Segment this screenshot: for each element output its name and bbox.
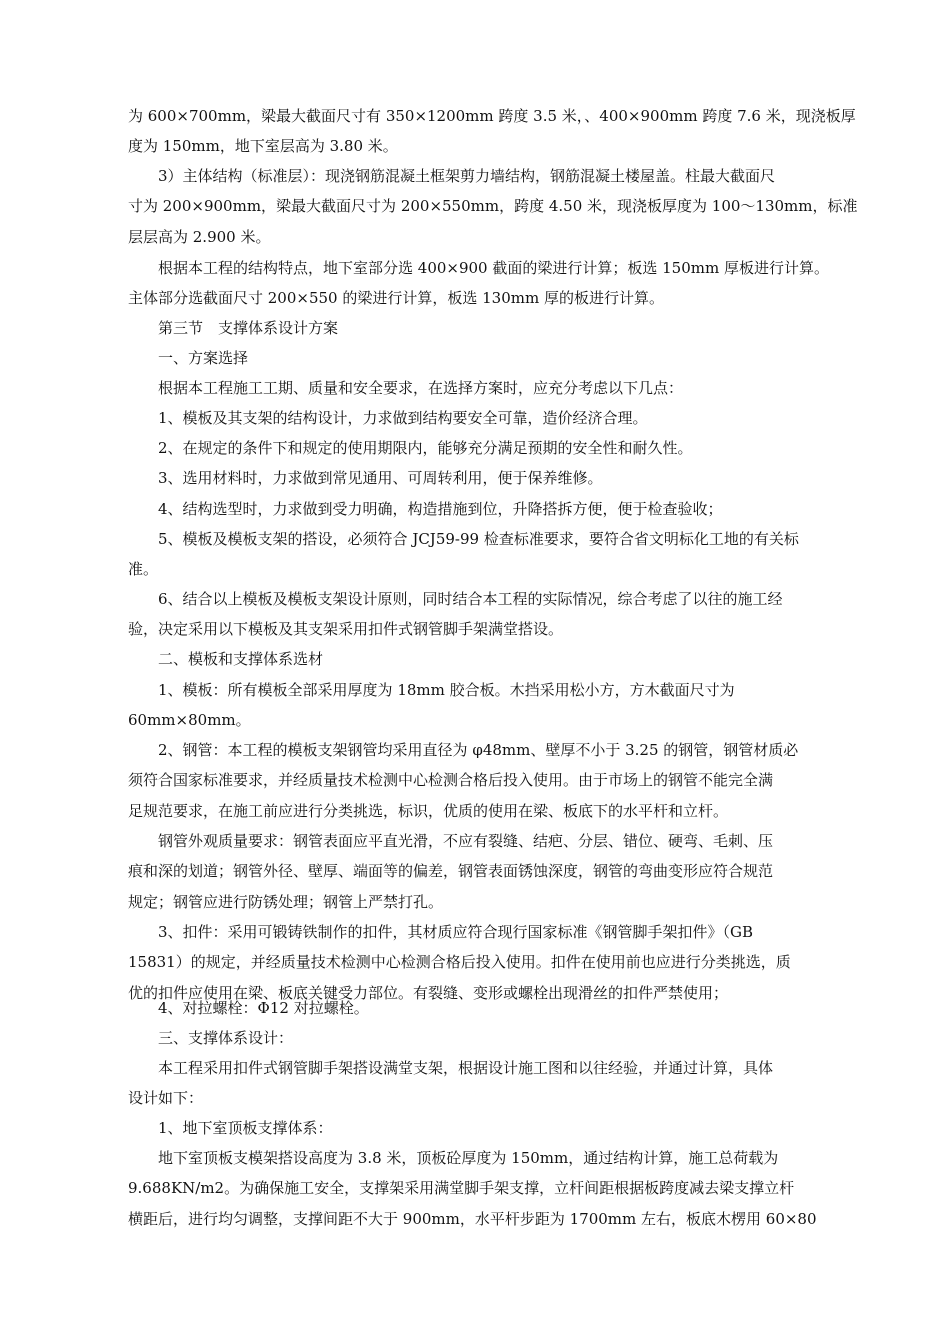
text-line: 二、模板和支撑体系选材 xyxy=(158,650,324,668)
subsection-heading xyxy=(128,644,860,674)
list-item xyxy=(128,735,860,826)
list-item xyxy=(128,463,860,493)
subsection-heading xyxy=(128,343,860,373)
list-item xyxy=(128,433,860,463)
paragraph-structure-basement-continued xyxy=(128,101,860,162)
list-item xyxy=(128,1113,860,1143)
paragraph-basement-roof-support xyxy=(128,1143,860,1234)
text-line: 足规范要求，在施工前应进行分类挑选，标识，优质的使用在梁、板底下的水平杆和立杆。 xyxy=(128,801,729,820)
text-line: 6、结合以上模板及模板支架设计原则，同时结合本工程的实际情况，综合考虑了以往的施工经 xyxy=(158,590,783,608)
text-line: 地下室顶板支模架搭设高度为 3.8 米，顶板砼厚度为 150mm，通过结构计算，施工总荷载为 xyxy=(158,1149,779,1167)
text-line: 5、模板及模板支架的搭设，必须符合 JCJ59-99 检查标准要求，要符合省文明标化工地的有关标 xyxy=(158,530,799,548)
subsection-heading xyxy=(128,1023,860,1053)
list-item xyxy=(128,494,860,524)
text-line: 2、钢管：本工程的模板支架钢管均采用直径为 φ48mm、壁厚不小于 3.25 的钢管，钢管材质必 xyxy=(158,741,799,759)
section-heading xyxy=(128,313,860,343)
text-line: 寸为 200×900mm，梁最大截面尺寸为 200×550mm，跨度 4.50 米，现浇板厚度为 100～130mm，标准 xyxy=(128,197,858,216)
list-item xyxy=(128,675,860,736)
text-line: 规定；钢管应进行防锈处理；钢管上严禁打孔。 xyxy=(128,892,444,911)
list-item xyxy=(128,993,860,1023)
text-line: 1、模板：所有模板全部采用厚度为 18mm 胶合板。木挡采用松小方，方木截面尺寸为 xyxy=(158,681,735,699)
text-line: 3、扣件：采用可锻铸铁制作的扣件，其材质应符合现行国家标准《钢管脚手架扣件》（GB xyxy=(158,923,754,941)
list-item xyxy=(128,403,860,433)
text-line: 4、结构选型时，力求做到受力明确，构造措施到位，升降搭拆方便，便于检查验收； xyxy=(158,500,723,518)
text-line: 根据本工程施工工期、质量和安全要求，在选择方案时，应充分考虑以下几点： xyxy=(158,379,684,397)
text-line: 准。 xyxy=(128,560,159,579)
text-line: 优的扣件应使用在梁、板底关键受力部位。有裂缝、变形或螺栓出现滑丝的扣件严禁使用； xyxy=(128,983,729,1002)
text-line: 3）主体结构（标准层）：现浇钢筋混凝土框架剪力墙结构，钢筋混凝土楼屋盖。柱最大截面尺 xyxy=(158,167,776,185)
text-line: 钢管外观质量要求：钢管表面应平直光滑，不应有裂缝、结疤、分层、错位、硬弯、毛刺、压 xyxy=(158,832,774,850)
text-line: 三、支撑体系设计： xyxy=(158,1029,294,1047)
list-item xyxy=(128,584,860,645)
text-line: 1、模板及其支架的结构设计，力求做到结构要安全可靠，造价经济合理。 xyxy=(158,409,648,427)
paragraph-support-design xyxy=(128,1053,860,1114)
text-line: 设计如下： xyxy=(128,1089,204,1108)
text-line: 4、对拉螺栓：Φ12 对拉螺栓。 xyxy=(158,999,369,1017)
list-item xyxy=(128,524,860,585)
text-line: 层层高为 2.900 米。 xyxy=(128,227,271,246)
text-line: 一、方案选择 xyxy=(158,349,249,367)
text-line: 第三节 支撑体系设计方案 xyxy=(158,319,339,337)
text-line: 验，决定采用以下模板及其支架采用扣件式钢管脚手架满堂搭设。 xyxy=(128,620,564,639)
text-line: 9.688KN/m2。为确保施工安全，支撑架采用满堂脚手架支撑，立杆间距根据板跨度减去梁支撑立杆 xyxy=(128,1179,795,1198)
text-line: 本工程采用扣件式钢管脚手架搭设满堂支架，根据设计施工图和以往经验，并通过计算，具体 xyxy=(158,1059,774,1077)
paragraph-intro xyxy=(128,373,860,403)
text-line: 须符合国家标准要求，并经质量技术检测中心检测合格后投入使用。由于市场上的钢管不能完全满 xyxy=(128,771,774,790)
text-line: 2、在规定的条件下和规定的使用期限内，能够充分满足预期的安全性和耐久性。 xyxy=(158,439,693,457)
text-line: 根据本工程的结构特点，地下室部分选 400×900 截面的梁进行计算；板选 150mm 厚板进行计算。 xyxy=(158,259,829,277)
text-line: 60mm×80mm。 xyxy=(128,711,251,730)
text-line: 1、地下室顶板支撑体系： xyxy=(158,1119,333,1137)
text-line: 15831）的规定，并经质量技术检测中心检测合格后投入使用。扣件在使用前也应进行分类挑选，质 xyxy=(128,953,791,972)
text-line: 主体部分选截面尺寸 200×550 的梁进行计算，板选 130mm 厚的板进行计算。 xyxy=(128,289,664,308)
text-line: 为 600×700mm，梁最大截面尺寸有 350×1200mm 跨度 3.5 米，、400×900mm 跨度 7.6 米，现浇板厚 xyxy=(128,107,856,125)
paragraph-steel-pipe-quality xyxy=(128,826,860,917)
text-line: 痕和深的划道；钢管外径、壁厚、端面等的偏差，钢管表面锈蚀深度，钢管的弯曲变形应符合规范 xyxy=(128,862,774,881)
paragraph-main-structure xyxy=(128,161,860,252)
text-line: 横距后，进行均匀调整，支撑间距不大于 900mm，水平杆步距为 1700mm 左右，板底木楞用 60×80 xyxy=(128,1209,817,1228)
text-line: 度为 150mm，地下室层高为 3.80 米。 xyxy=(128,137,398,156)
paragraph-calculation-selection xyxy=(128,253,860,314)
text-line: 3、选用材料时，力求做到常见通用、可周转利用，便于保养维修。 xyxy=(158,469,603,487)
